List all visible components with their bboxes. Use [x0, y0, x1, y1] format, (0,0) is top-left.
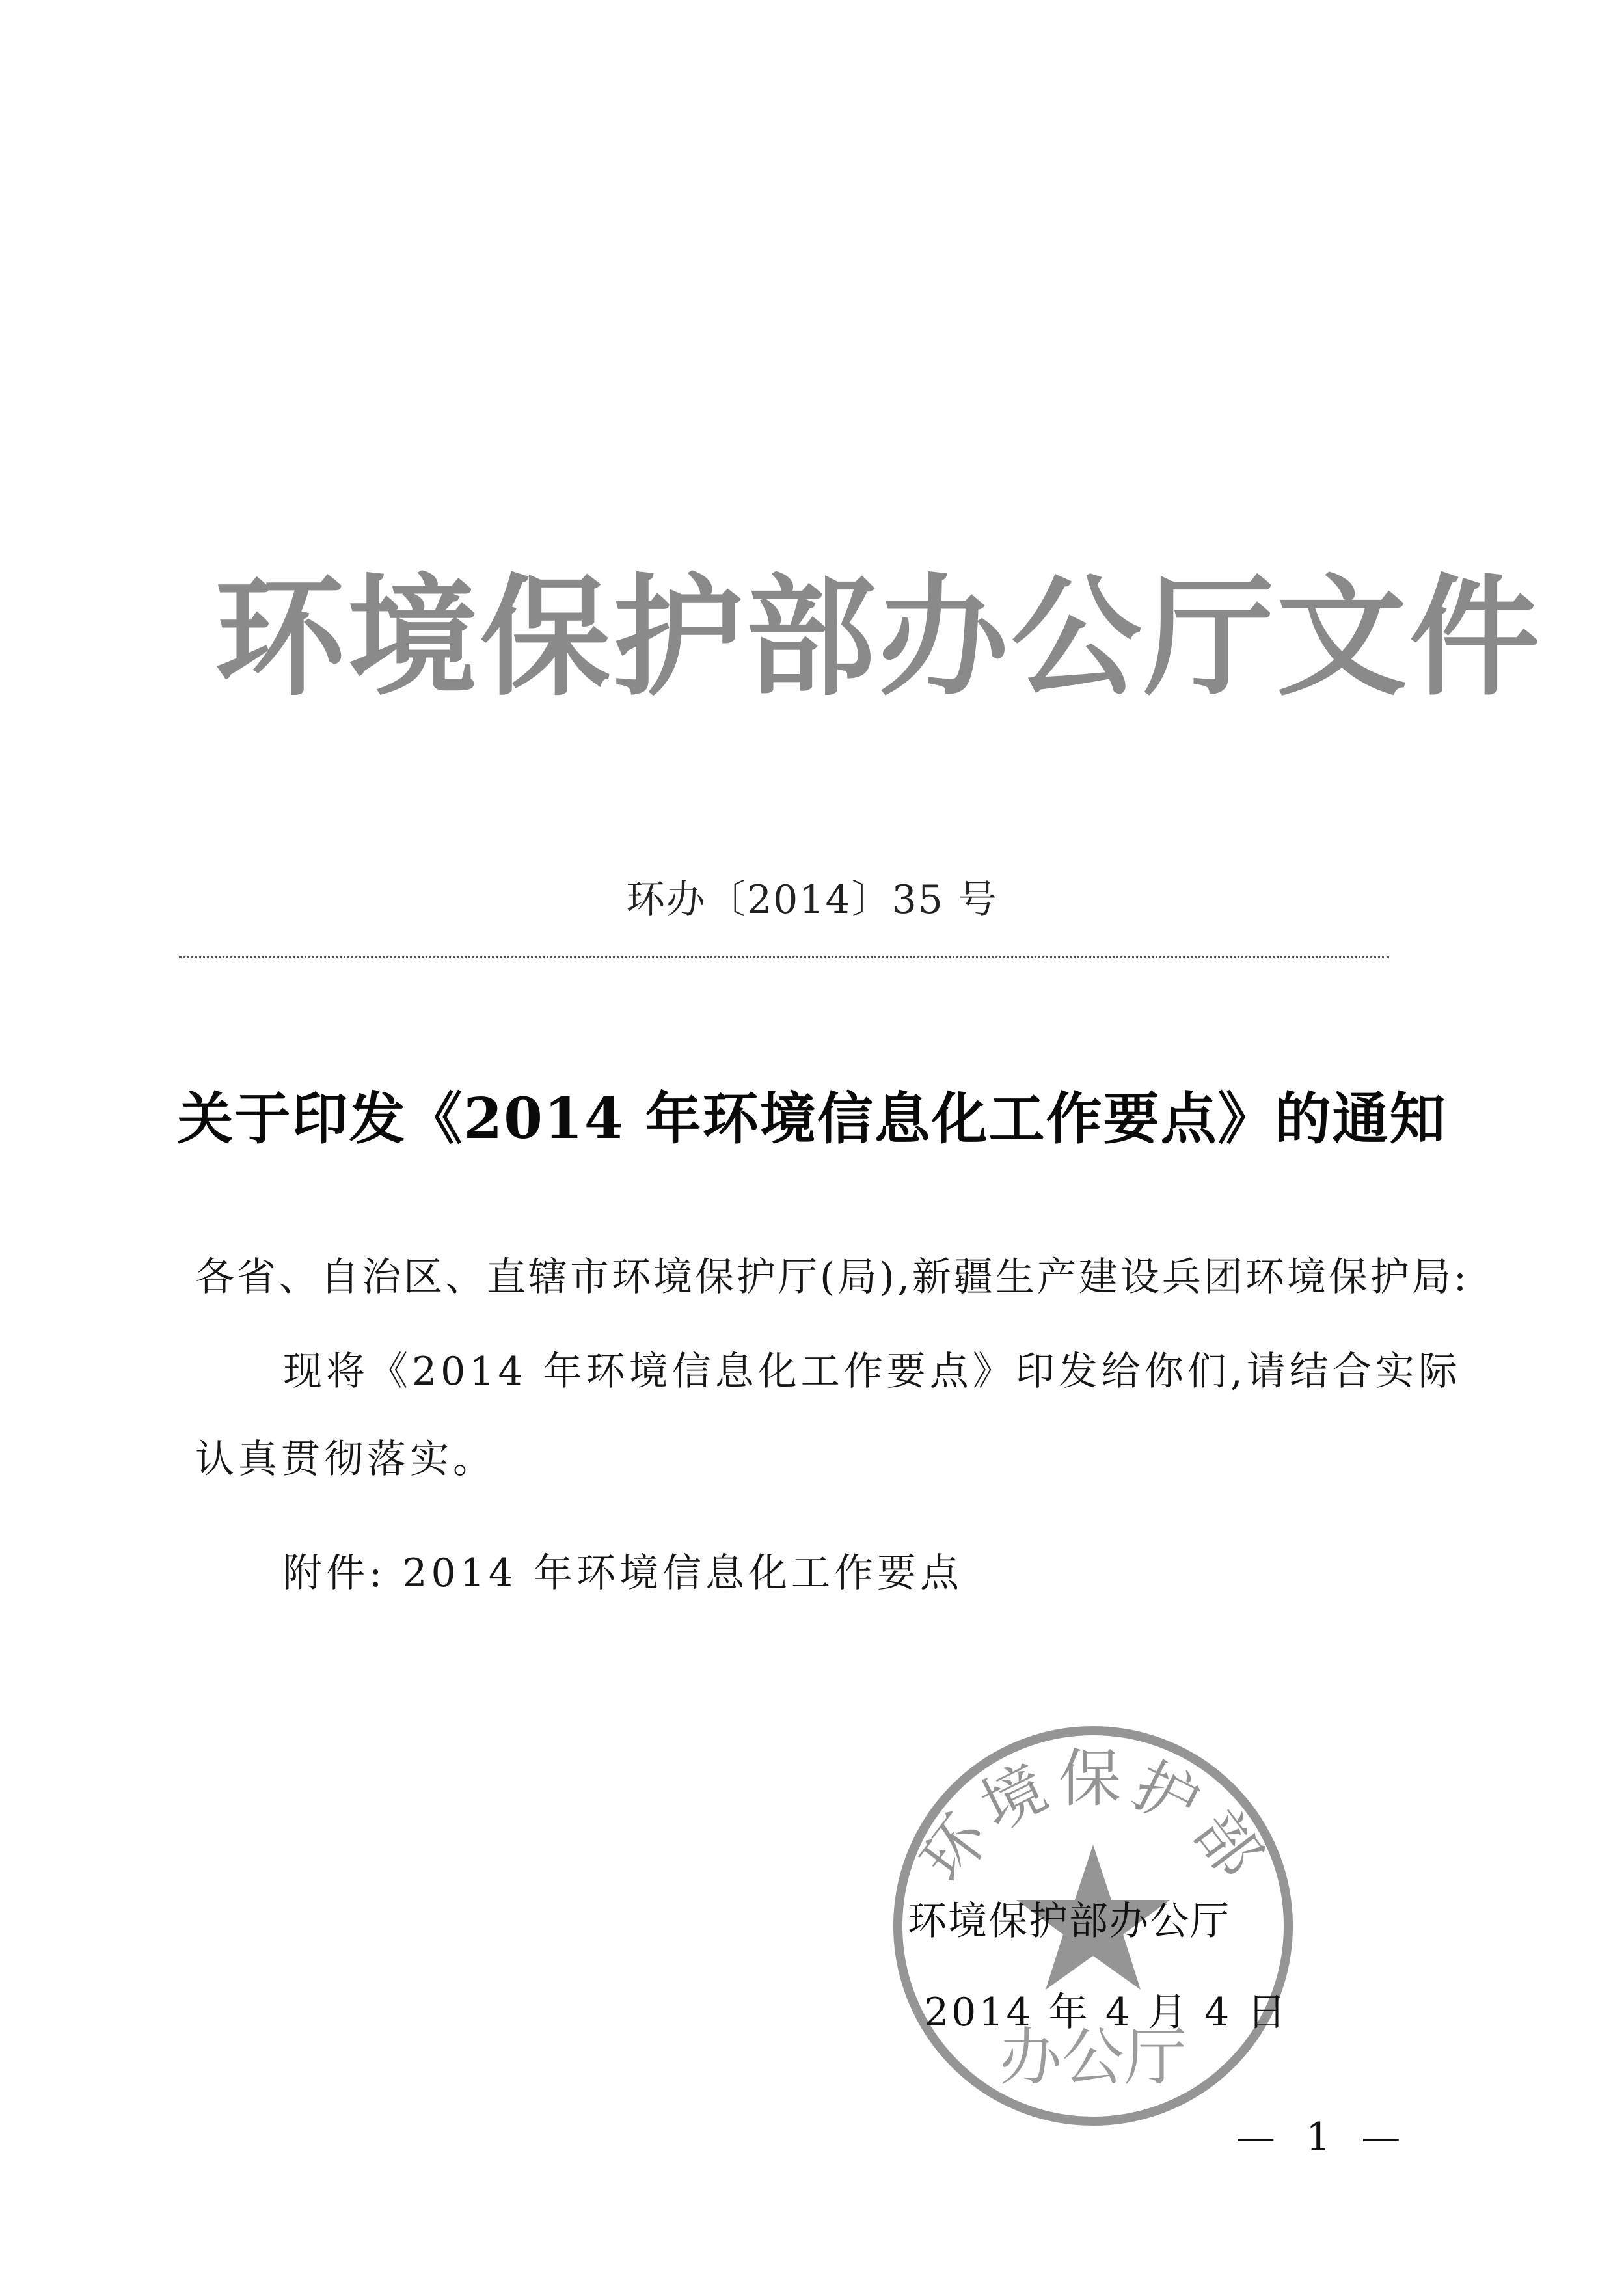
header-divider [179, 956, 1389, 958]
signing-organization: 环境保护部办公厅 [908, 1899, 1230, 1944]
document-number: 环办〔2014〕35 号 [625, 877, 999, 923]
body-paragraph-line-1: 现将《2014 年环境信息化工作要点》印发给你们,请结合实际 [283, 1349, 1461, 1394]
recipients-line: 各省、自治区、直辖市环境保护厅(局),新疆生产建设兵团环境保护局: [195, 1254, 1470, 1300]
body-paragraph-line-2: 认真贯彻落实。 [195, 1437, 496, 1482]
notice-title: 关于印发《2014 年环境信息化工作要点》的通知 [177, 1086, 1447, 1152]
page-number: — 1 — [1236, 2115, 1410, 2160]
svg-text:办公厅: 办公厅 [999, 2021, 1187, 2094]
document-header-title: 环境保护部办公厅文件 [215, 561, 1543, 714]
signing-date: 2014 年 4 月 4 日 [924, 1990, 1289, 2035]
svg-text:环境保护部: 环境保护部 [906, 1742, 1280, 1896]
attachment-line: 附件: 2014 年环境信息化工作要点 [283, 1551, 964, 1596]
